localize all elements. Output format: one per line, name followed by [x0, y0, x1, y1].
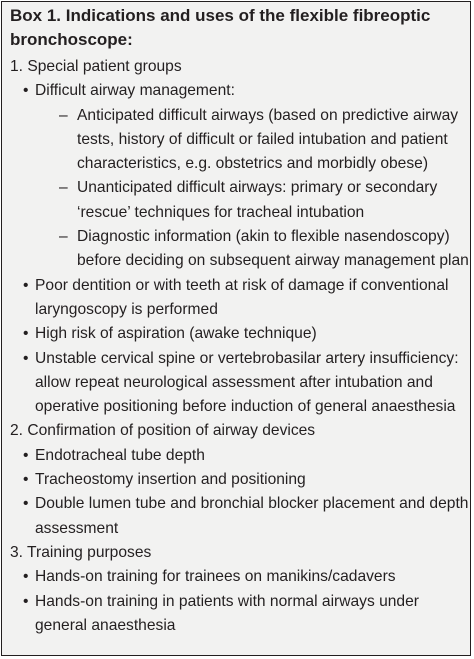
dash-icon: –: [59, 179, 68, 197]
bullet-icon: •: [23, 349, 29, 367]
sub-list-item-text: Unanticipated difficult airways: primary or secondary ‘rescue’ techniques for tracheal intubation: [77, 179, 438, 221]
bullet-icon: •: [23, 82, 29, 100]
sub-list-item-text: Diagnostic information (akin to flexible nasendoscopy) before deciding on subsequent airway management plan: [77, 228, 469, 270]
bullet-icon: •: [23, 568, 29, 586]
list-item: [2, 468, 470, 492]
list-item-text: Hands-on training for trainees on manikins/cadavers: [35, 568, 396, 586]
section-label: 1. Special patient groups: [10, 58, 182, 75]
section-heading: [2, 419, 470, 443]
list-item-text: High risk of aspiration (awake technique): [35, 325, 317, 343]
box-content: [2, 55, 470, 638]
bullet-icon: •: [23, 592, 29, 610]
indications-box: [1, 1, 471, 656]
sub-list-item: [2, 225, 470, 274]
bullet-icon: •: [23, 325, 29, 343]
list-item-text: Unstable cervical spine or vertebrobasilar artery insufficiency: allow repeat neurological assessment after intubation and operative positioning before induction of general anaesthesia: [35, 349, 459, 416]
bullet-icon: •: [23, 471, 29, 489]
list-item: [2, 565, 470, 589]
box-title: Box 1. Indications and uses of the flexible fibreoptic bronchoscope:: [10, 6, 431, 49]
section-label: 2. Confirmation of position of airway devices: [10, 422, 316, 440]
list-item-text: Double lumen tube and bronchial blocker placement and depth assessment: [35, 495, 469, 537]
section-heading: [2, 55, 470, 79]
list-item-text: Tracheostomy insertion and positioning: [35, 471, 306, 489]
list-item: [2, 79, 470, 103]
list-item-text: Poor dentition or with teeth at risk of damage if conventional laryngoscopy is performed: [35, 276, 449, 318]
list-item: [2, 274, 470, 323]
section-heading: [2, 541, 470, 565]
bullet-icon: •: [23, 276, 29, 294]
list-item-text: Hands-on training in patients with normal airways under general anaesthesia: [35, 592, 419, 634]
sub-list-item: [2, 104, 470, 177]
dash-icon: –: [59, 106, 68, 124]
dash-icon: –: [59, 228, 68, 246]
list-item: [2, 590, 470, 639]
list-item: [2, 444, 470, 468]
bullet-icon: •: [23, 495, 29, 513]
section-label: 3. Training purposes: [10, 543, 152, 561]
list-item: [2, 322, 470, 346]
bullet-icon: •: [23, 446, 29, 464]
list-item: [2, 492, 470, 541]
list-item-text: Difficult airway management:: [35, 82, 235, 100]
list-item: [2, 347, 470, 420]
sub-list-item: [2, 176, 470, 225]
list-item-text: Endotracheal tube depth: [35, 446, 205, 464]
sub-list-item-text: Anticipated difficult airways (based on predictive airway tests, history of difficult or failed intubation and patient characteristics, e.g. obstetrics and morbidly obese): [77, 106, 459, 173]
